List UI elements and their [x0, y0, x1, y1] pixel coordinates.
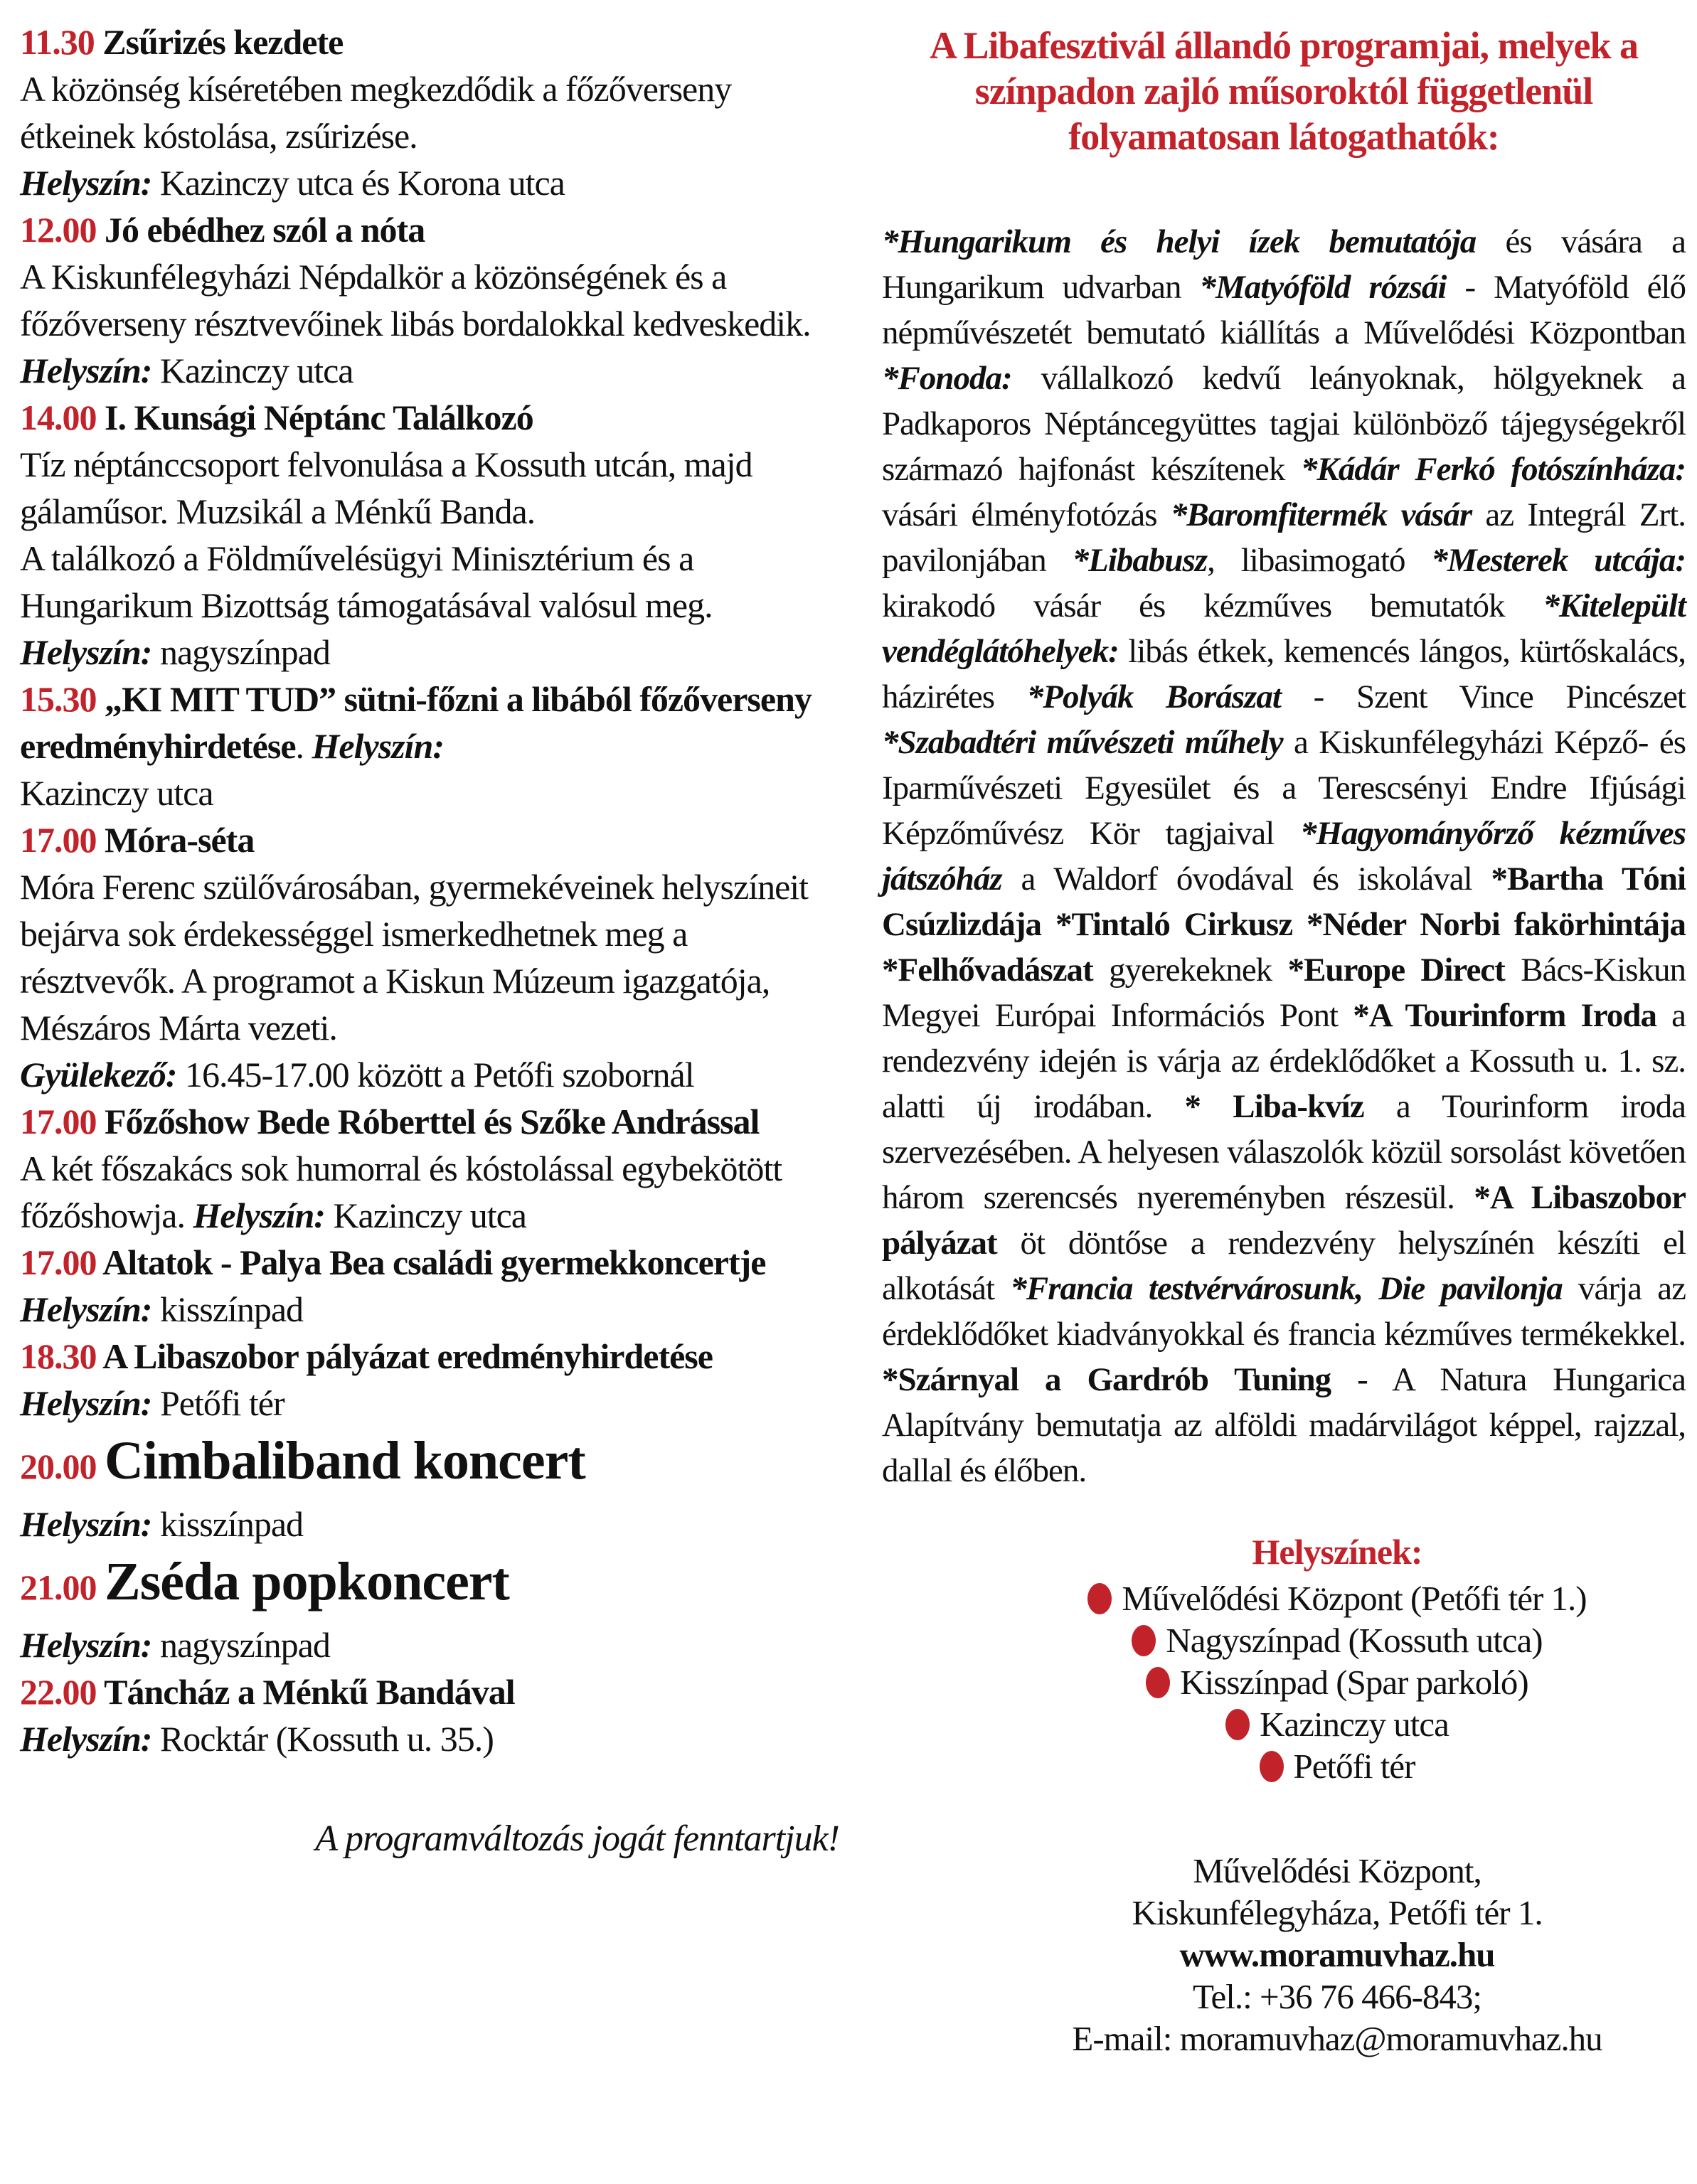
- text-run: * Liba-kvíz: [1184, 1088, 1364, 1125]
- venue-label: Művelődési Központ (Petőfi tér 1.): [1122, 1579, 1587, 1618]
- text-run: *Francia testvérvárosunk, Die pavilonja: [1010, 1270, 1563, 1307]
- text-run: *Kitelepült vendéglátóhelyek:: [882, 587, 1686, 670]
- text-run: Helyszín:: [312, 726, 444, 766]
- text-run: A Libaszobor pályázat eredményhirdetése: [102, 1336, 713, 1376]
- text-run: *Felhővadászat: [882, 952, 1093, 989]
- venue-item: [989, 1703, 1686, 1745]
- text-run: Kazinczy utca és Korona utca: [151, 163, 565, 203]
- text-run: 16.45-17.00 között a Petőfi szobornál: [176, 1055, 694, 1094]
- text-run: *Kádár Ferkó fotószínháza:: [1301, 451, 1686, 488]
- venue-bullet-icon: [1225, 1709, 1250, 1740]
- event-detail: [20, 769, 844, 816]
- events-list: [20, 18, 844, 1762]
- event-headline: [20, 1668, 844, 1715]
- text-run: Helyszín:: [20, 1719, 152, 1759]
- event-detail: [20, 1051, 844, 1098]
- event-detail: [20, 1380, 844, 1427]
- text-run: - Matyóföld élő népművészetét bemutató kiállítás a Művelődési Központban: [882, 269, 1686, 351]
- text-run: Cimbaliband koncert: [105, 1431, 585, 1491]
- event-detail: [20, 535, 844, 629]
- event-detail: [20, 65, 844, 159]
- venue-item: [989, 1619, 1686, 1661]
- text-run: nagyszínpad: [151, 632, 330, 672]
- text-run: várja az érdeklődőket kiadványokkal és francia kézműves termékekkel.: [882, 1270, 1686, 1353]
- text-run: a Kiskunfélegyházi Képző- és Iparművészeti Egyesület és a Terescsényi Endre Ifjúsági Képzőművész Kör tagjaival: [882, 724, 1686, 852]
- contact-website: www.moramuvhaz.hu: [1179, 1935, 1495, 1974]
- text-run: Helyszín:: [20, 632, 152, 672]
- text-run: kisszínpad: [151, 1504, 304, 1544]
- event-time: 21.00: [20, 1567, 105, 1607]
- event-time: 11.30: [20, 22, 103, 62]
- event-detail: [20, 441, 844, 535]
- text-run: Móra Ferenc szülővárosában, gyermekéveinek helyszíneit bejárva sok érdekességgel ismerkedhetnek meg a résztvevők. A programot a Kiskun Múzeum igazgatója, Mészáros Márta vezeti.: [20, 867, 809, 1048]
- event-time: 22.00: [20, 1672, 105, 1712]
- venue-bullet-icon: [1146, 1667, 1170, 1698]
- event-detail: [20, 1715, 844, 1762]
- venue-bullet-icon: [1087, 1583, 1112, 1614]
- event-detail: [20, 253, 844, 394]
- text-run: - Szent Vince Pincészet: [1280, 678, 1686, 715]
- text-run: *Hagyományőrző kézműves játszóház: [882, 815, 1686, 897]
- text-run: I. Kunsági Néptánc Találkozó: [105, 398, 533, 437]
- text-run: Helyszín:: [20, 1625, 152, 1665]
- text-run: [1041, 906, 1055, 943]
- contact-venue-name: Művelődési Központ,: [1193, 1851, 1481, 1890]
- text-run: Kazinczy utca: [151, 351, 353, 390]
- text-run: *Néder Norbi fakörhintája: [1307, 906, 1686, 943]
- venue-label: Kisszínpad (Spar parkoló): [1180, 1663, 1528, 1702]
- text-run: Helyszín:: [20, 163, 152, 203]
- event-time: 12.00: [20, 210, 105, 250]
- text-run: Gyülekező:: [20, 1055, 177, 1094]
- text-run: *Libabusz: [1072, 542, 1208, 579]
- event-time: 17.00: [20, 1242, 103, 1282]
- text-run: A találkozó a Földművelésügyi Minisztérium és a Hungarikum Bizottság támogatásával valósul meg.: [20, 538, 713, 625]
- contact-phone: Tel.: +36 76 466-843;: [1192, 1977, 1482, 2016]
- text-run: Bács-Kiskun Megyei Európai Információs Pont: [882, 952, 1686, 1034]
- text-run: Helyszín:: [20, 351, 152, 390]
- contact-address: Kiskunfélegyháza, Petőfi tér 1.: [1132, 1893, 1543, 1932]
- text-run: *Szabadtéri művészeti műhely: [882, 724, 1283, 761]
- text-run: *Polyák Borászat: [1026, 678, 1281, 715]
- text-run: Altatok - Palya Bea családi gyermekkoncertje: [102, 1242, 766, 1282]
- text-run: „KI MIT TUD” sütni-főzni a libából főzőverseny eredményhirdetése: [20, 679, 812, 766]
- event-item: [20, 676, 844, 816]
- event-item: [20, 206, 844, 394]
- text-run: öt döntőse a rendezvény helyszínén készíti el alkotását: [882, 1225, 1686, 1307]
- event-item: [20, 1668, 844, 1762]
- event-item: [20, 1239, 844, 1333]
- event-headline: [20, 676, 844, 769]
- permanent-programs-heading: A Libafesztivál állandó programjai, melyek a színpadon zajló műsoroktól függetlenül folyamatosan látogathatók:: [930, 24, 1638, 158]
- venue-label: Kazinczy utca: [1260, 1705, 1449, 1744]
- text-run: Kazinczy utca: [20, 773, 213, 813]
- text-run: libás étkek, kemencés lángos, kürtőskalács, házirétes: [882, 633, 1686, 715]
- permanent-programs-column: [882, 18, 1686, 2184]
- text-run: az Integrál Zrt. pavilonjában: [882, 496, 1686, 579]
- text-run: kisszínpad: [151, 1289, 304, 1329]
- event-item: [20, 1427, 844, 1548]
- venues-section: [882, 1530, 1686, 1787]
- text-run: *Fonoda:: [882, 360, 1012, 397]
- event-item: [20, 18, 844, 206]
- text-run: Helyszín:: [193, 1195, 325, 1235]
- event-headline: [20, 1548, 844, 1621]
- text-run: *Matyóföld rózsái: [1199, 269, 1447, 306]
- text-run: - A Natura Hungarica Alapítvány bemutatja az alföldi madárvilágot képpel, rajzzal, dallal és élőben.: [882, 1361, 1686, 1489]
- text-run: Móra-séta: [105, 820, 255, 860]
- event-headline: [20, 206, 844, 253]
- text-run: Petőfi tér: [151, 1383, 284, 1423]
- text-run: Táncház a Ménkű Bandával: [104, 1672, 515, 1712]
- text-run: *Mesterek utcája:: [1431, 542, 1686, 579]
- contact-block: [882, 1850, 1686, 2060]
- venue-label: Petőfi tér: [1293, 1747, 1415, 1786]
- event-item: [20, 1333, 844, 1427]
- event-time: 20.00: [20, 1447, 105, 1486]
- event-detail: [20, 1621, 844, 1668]
- text-run: nagyszínpad: [151, 1625, 330, 1665]
- event-time: 17.00: [20, 1102, 105, 1141]
- event-detail: [20, 1286, 844, 1333]
- event-detail: [20, 159, 844, 206]
- event-item: [20, 816, 844, 1098]
- event-headline: [20, 816, 844, 863]
- text-run: Jó ebédhez szól a nóta: [105, 210, 425, 250]
- permanent-programs-paragraph: [882, 219, 1686, 1493]
- text-run: A Kiskunfélegyházi Népdalkör a közönségének és a főzőverseny résztvevőinek libás bordalokkal kedveskedik.: [20, 257, 811, 343]
- text-run: , libasimogató: [1207, 542, 1432, 579]
- event-detail: [20, 629, 844, 676]
- event-item: [20, 1548, 844, 1668]
- text-run: *Hungarikum és helyi ízek bemutatója: [882, 223, 1477, 260]
- text-run: Helyszín:: [20, 1289, 152, 1329]
- event-time: 15.30: [20, 679, 105, 719]
- venue-bullet-icon: [1260, 1751, 1284, 1782]
- schedule-column: [20, 18, 844, 2184]
- text-run: *A Libaszobor pályázat: [882, 1179, 1686, 1262]
- text-run: Zséda popkoncert: [105, 1552, 509, 1612]
- text-run: vásári élményfotózás: [882, 496, 1171, 533]
- text-run: A két főszakács sok humorral és kóstolással egybekötött főzőshowja.: [20, 1149, 782, 1235]
- event-headline: [20, 1239, 844, 1286]
- venue-label: Nagyszínpad (Kossuth utca): [1166, 1621, 1543, 1660]
- text-run: Főzőshow Bede Róberttel és Szőke Andrással: [105, 1102, 760, 1141]
- event-detail: [20, 1145, 844, 1239]
- event-headline: [20, 394, 844, 441]
- text-run: vállalkozó kedvű leányoknak, hölgyeknek a Padkaporos Néptáncegyüttes tagjai különböző tájegységekről származó hajfonást készítenek: [882, 360, 1686, 488]
- venues-list: [989, 1577, 1686, 1787]
- text-run: A közönség kíséretében megkezdődik a főzőverseny étkeinek kóstolása, zsűrizése.: [20, 69, 732, 156]
- text-run: a Waldorf óvodával és iskolával: [1001, 861, 1491, 897]
- text-run: *Tintaló Cirkusz: [1055, 906, 1293, 943]
- event-headline: [20, 1333, 844, 1380]
- event-detail: [20, 1501, 844, 1548]
- text-run: .: [295, 726, 312, 766]
- event-detail: [20, 863, 844, 1051]
- venues-heading: Helyszínek:: [1252, 1532, 1422, 1572]
- text-run: kirakodó vásár és kézműves bemutatók: [882, 587, 1543, 624]
- text-run: [1292, 906, 1307, 943]
- text-run: és vására a Hungarikum udvarban: [882, 223, 1686, 306]
- text-run: Kazinczy utca: [324, 1195, 526, 1235]
- text-run: gyerekeknek: [1092, 952, 1288, 989]
- event-time: 14.00: [20, 398, 105, 437]
- text-run: Helyszín:: [20, 1504, 152, 1544]
- text-run: a rendezvény idején is várja az érdeklődőket a Kossuth u. 1. sz. alatti új irodában.: [882, 997, 1686, 1125]
- venue-item: [989, 1745, 1686, 1787]
- text-run: *Szárnyal a Gardrób Tuning: [882, 1361, 1331, 1398]
- event-time: 17.00: [20, 820, 105, 860]
- venue-bullet-icon: [1132, 1625, 1156, 1656]
- venue-item: [989, 1661, 1686, 1703]
- event-headline: [20, 1098, 844, 1145]
- text-run: Tíz néptánccsoport felvonulása a Kossuth utcán, majd gálaműsor. Muzsikál a Ménkű Banda.: [20, 444, 752, 531]
- text-run: Rocktár (Kossuth u. 35.): [151, 1719, 494, 1759]
- event-headline: [20, 1427, 844, 1501]
- text-run: *Bartha Tóni Csúzlizdája: [882, 861, 1686, 943]
- program-change-note: A programváltozás jogát fenntartjuk!: [315, 1818, 839, 1859]
- venue-item: [989, 1577, 1686, 1619]
- event-item: [20, 1098, 844, 1239]
- text-run: Zsűrizés kezdete: [102, 22, 344, 62]
- text-run: a Tourinform iroda szervezésében. A helyesen válaszolók közül sorsolást követően három szerencsés nyereményben részesül.: [882, 1088, 1686, 1216]
- contact-email: E-mail: moramuvhaz@moramuvhaz.hu: [1072, 2019, 1602, 2058]
- text-run: *Europe Direct: [1287, 952, 1505, 989]
- event-time: 18.30: [20, 1336, 103, 1376]
- event-headline: [20, 18, 844, 65]
- event-item: [20, 394, 844, 676]
- text-run: *A Tourinform Iroda: [1353, 997, 1656, 1034]
- text-run: *Baromfitermék vásár: [1170, 496, 1472, 533]
- text-run: Helyszín:: [20, 1383, 152, 1423]
